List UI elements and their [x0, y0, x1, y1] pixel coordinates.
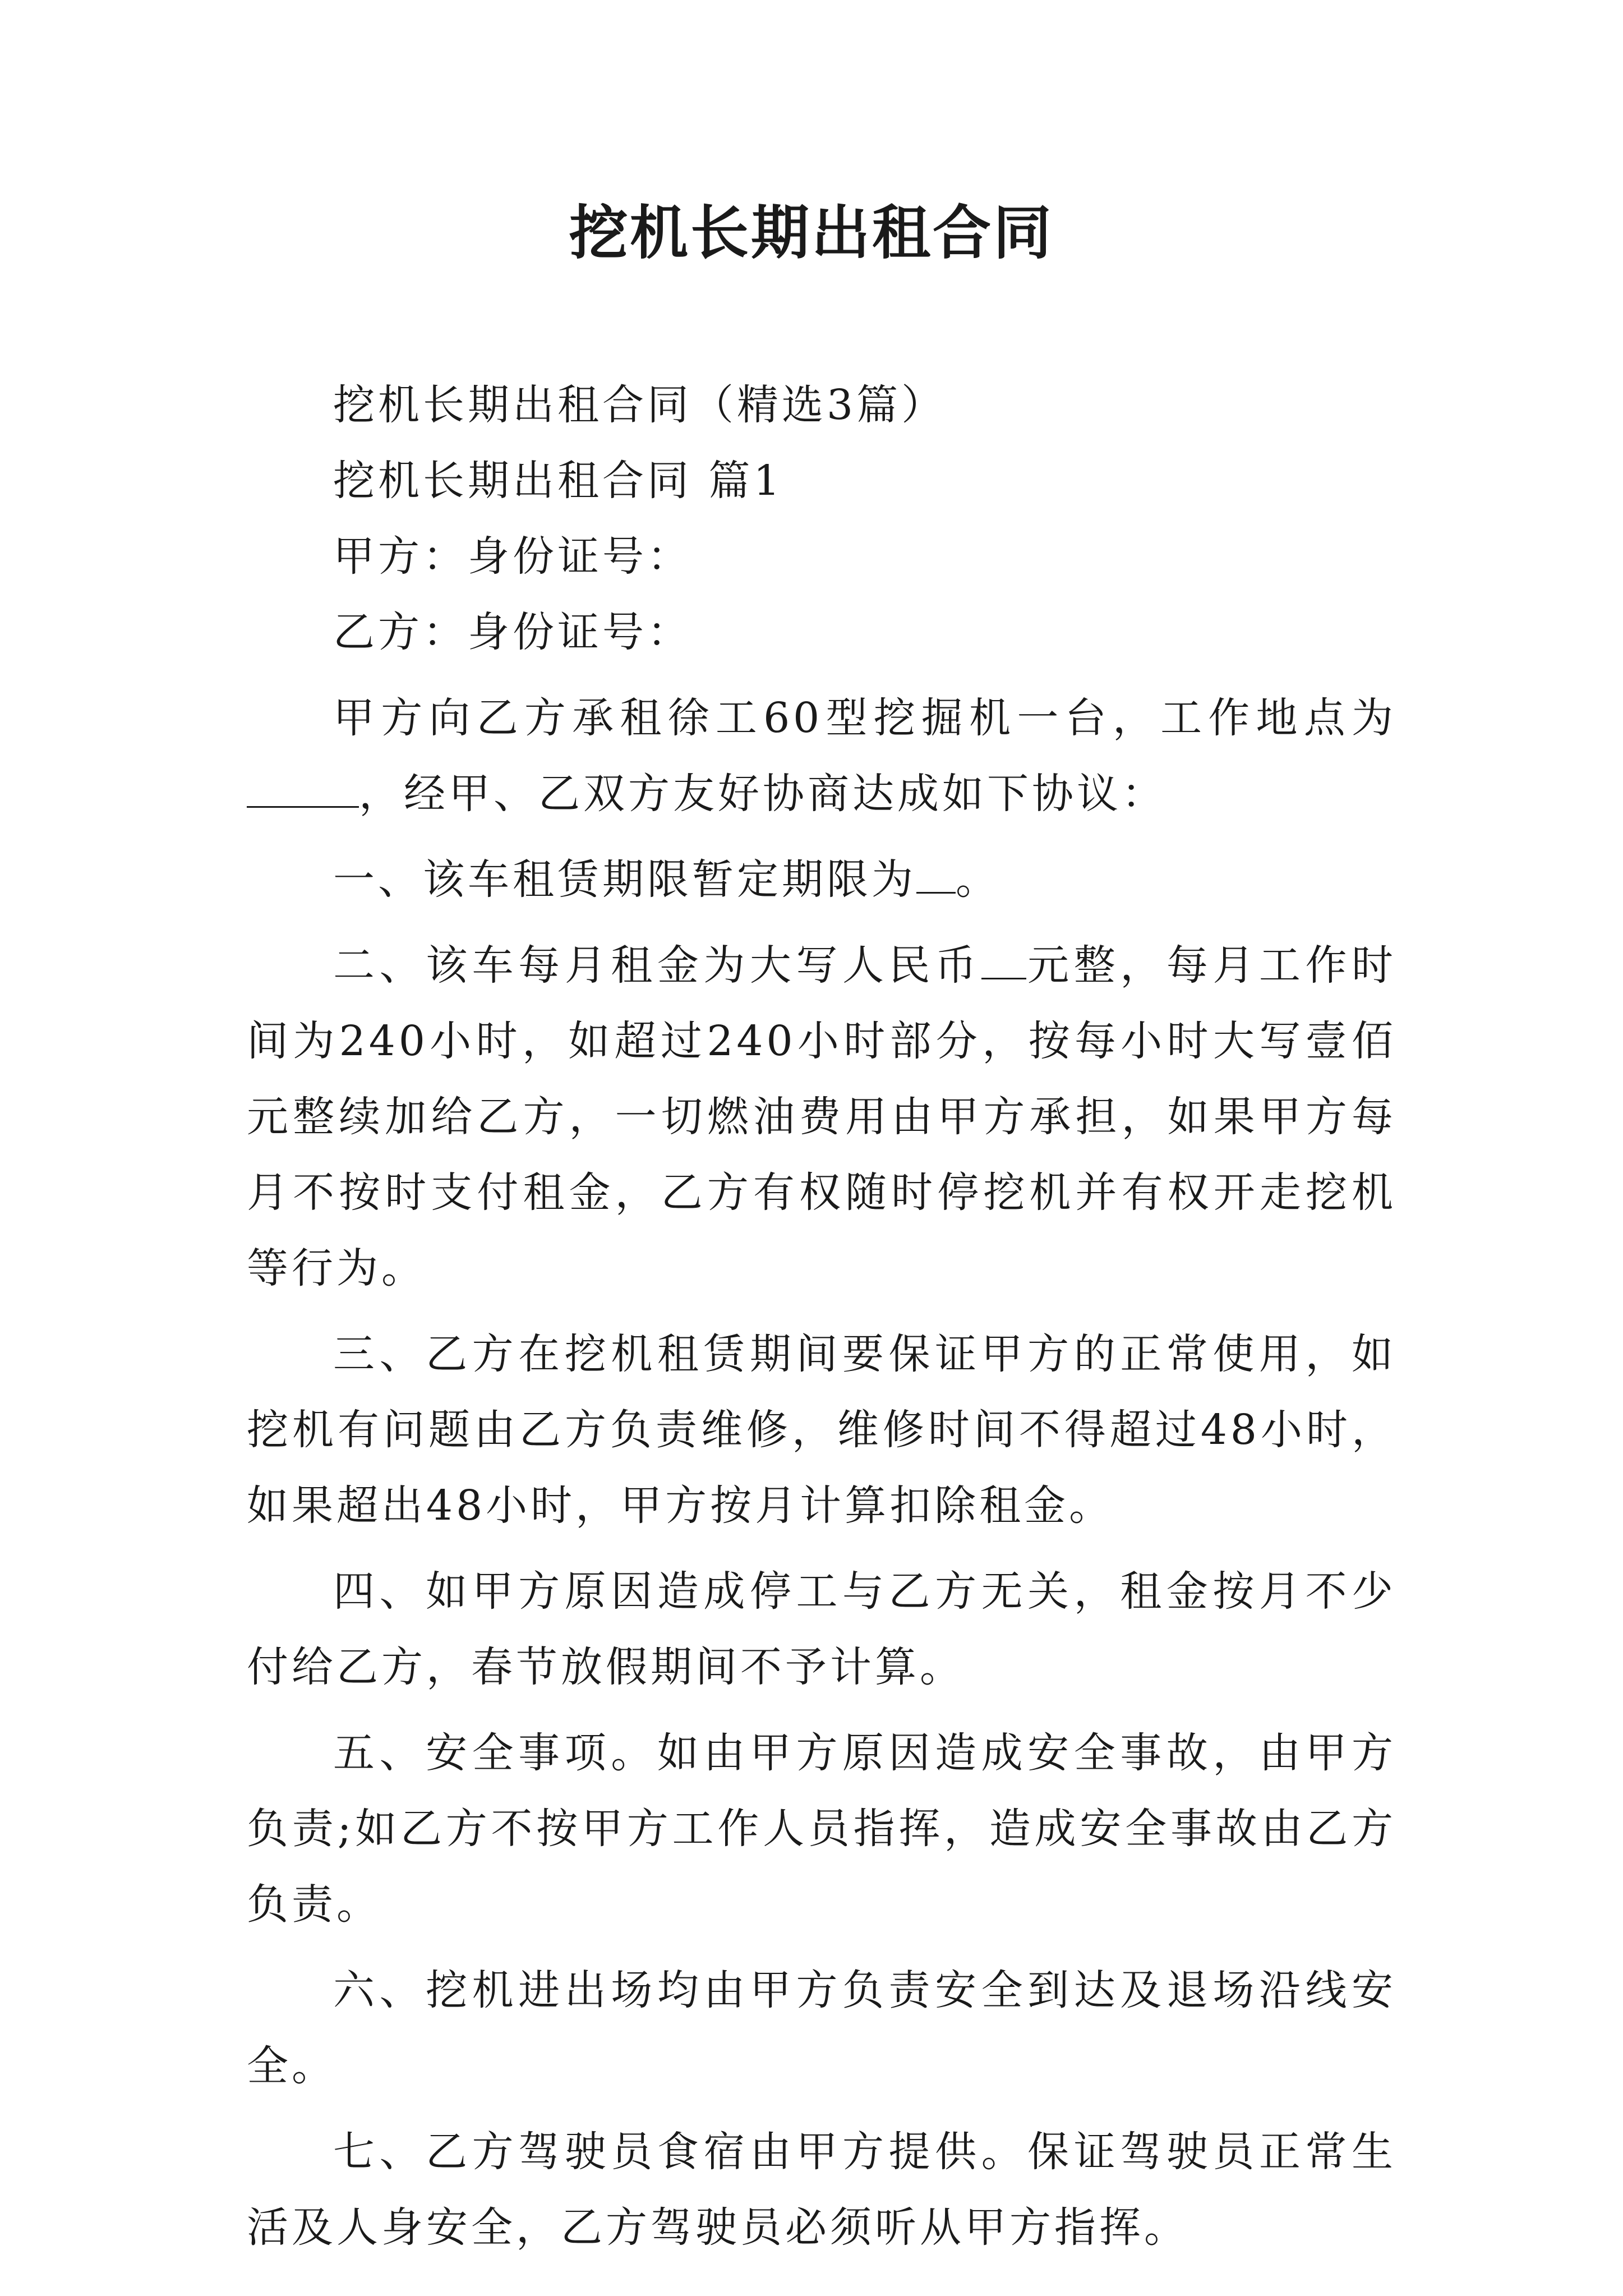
clause-6: 六、挖机进出场均由甲方负责安全到达及退场沿线安全。	[247, 1966, 1396, 2090]
intro-text-end: ，经甲、乙双方友好协商达成如下协议：	[359, 770, 1166, 818]
monthly-rent-blank	[981, 943, 1026, 979]
document-title: 挖机长期出租合同	[569, 199, 1054, 267]
intro-text-start: 甲方向乙方承租徐工60型挖掘机一台，工作地点为	[333, 694, 1396, 742]
clause-2	[247, 928, 1396, 1306]
document-body	[247, 367, 1396, 2276]
clause-5: 五、安全事项。如由甲方原因造成安全事故，由甲方负责;如乙方不按甲方工作人员指挥，造成安全事故由乙方负责。	[247, 1729, 1396, 1929]
work-location-blank	[247, 771, 359, 808]
clause-1-text-end: 。	[956, 855, 1000, 904]
party-b-line: 乙方：身份证号：	[333, 608, 692, 656]
lease-term-blank	[916, 857, 956, 894]
clause-2-text-end: 元整，每月工作时间为240小时，如超过240小时部分，按每小时大写壹佰元整续加给乙方，一切燃油费用由甲方承担，如果甲方每月不按时支付租金，乙方有权随时停挖机并有权开走挖机等行为。	[247, 941, 1397, 1292]
document-subtitle: 挖机长期出租合同（精选3篇）	[333, 381, 947, 429]
intro-paragraph	[247, 680, 1396, 832]
clause-1-text-start: 一、该车租赁期限暂定期限为	[333, 855, 916, 904]
clause-1	[247, 842, 1396, 918]
clause-3: 三、乙方在挖机租赁期间要保证甲方的正常使用，如挖机有问题由乙方负责维修，维修时间不得超过48小时，如果超出48小时，甲方按月计算扣除租金。	[247, 1330, 1396, 1530]
clause-4: 四、如甲方原因造成停工与乙方无关，租金按月不少付给乙方，春节放假期间不予计算。	[247, 1567, 1396, 1691]
clause-7: 七、乙方驾驶员食宿由甲方提供。保证驾驶员正常生活及人身安全，乙方驾驶员必须听从甲方指挥。	[247, 2128, 1396, 2252]
clause-2-text-start: 二、该车每月租金为大写人民币	[333, 941, 981, 990]
section-heading: 挖机长期出租合同 篇1	[333, 457, 783, 505]
party-a-line: 甲方：身份证号：	[333, 532, 692, 581]
